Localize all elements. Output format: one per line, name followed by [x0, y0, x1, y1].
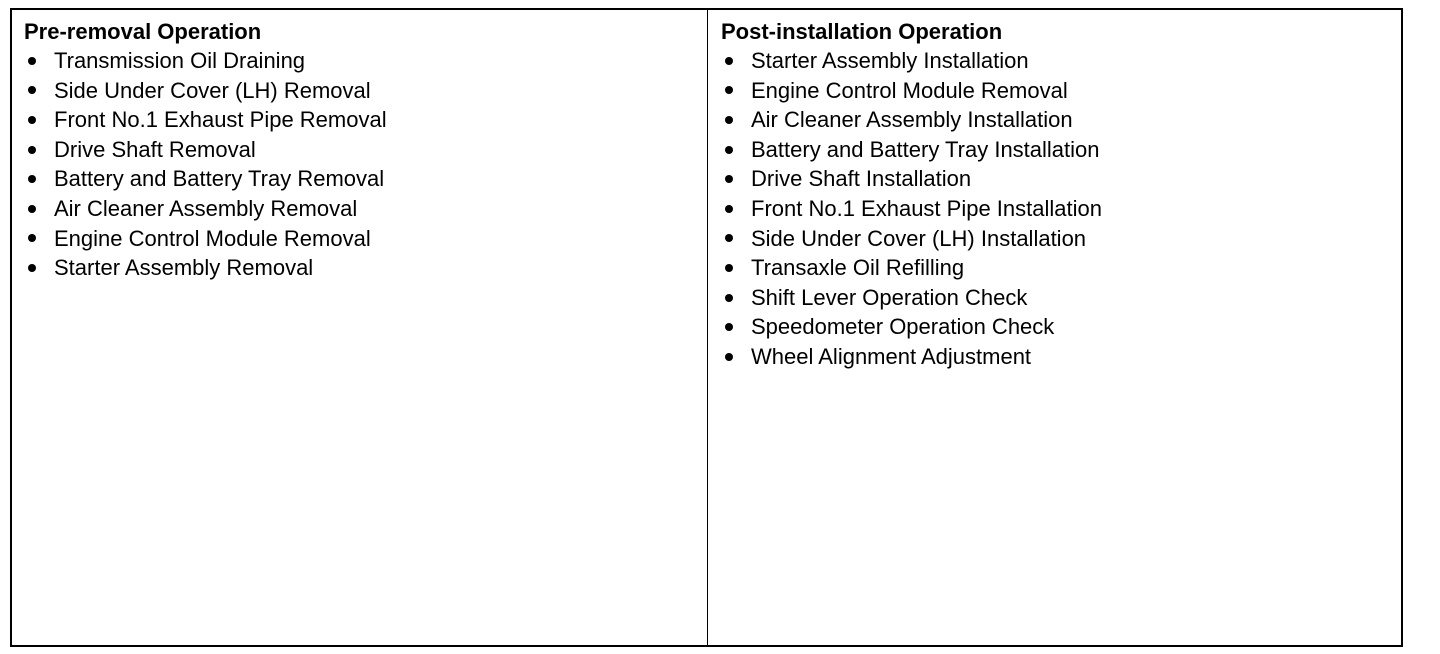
post-installation-column: [708, 10, 1401, 645]
bullet-icon: [28, 175, 36, 183]
list-item: [721, 312, 1401, 342]
bullet-icon: [28, 146, 36, 154]
list-item: [721, 253, 1401, 283]
list-item: [721, 283, 1401, 313]
operations-table: [10, 8, 1403, 647]
list-item-label: Shift Lever Operation Check: [751, 284, 1028, 310]
post-installation-list: [721, 46, 1401, 372]
list-item: [721, 224, 1401, 254]
bullet-icon: [28, 205, 36, 213]
bullet-icon: [28, 234, 36, 242]
list-item-label: Wheel Alignment Adjustment: [751, 343, 1032, 369]
list-item: [24, 253, 707, 283]
bullet-icon: [725, 116, 733, 124]
bullet-icon: [725, 234, 733, 242]
list-item: [721, 135, 1401, 165]
bullet-icon: [725, 175, 733, 183]
list-item-label: Battery and Battery Tray Installation: [751, 136, 1100, 162]
bullet-icon: [725, 353, 733, 361]
list-item-label: Engine Control Module Removal: [751, 77, 1068, 103]
list-item-label: Drive Shaft Installation: [751, 166, 972, 192]
list-item-label: Front No.1 Exhaust Pipe Installation: [751, 195, 1102, 221]
bullet-icon: [28, 264, 36, 272]
bullet-icon: [725, 264, 733, 272]
list-item-label: Front No.1 Exhaust Pipe Removal: [54, 107, 387, 133]
bullet-icon: [725, 205, 733, 213]
list-item-label: Starter Assembly Installation: [751, 48, 1029, 73]
post-installation-heading: Post-installation Operation: [721, 19, 1003, 44]
list-item-label: Starter Assembly Removal: [54, 255, 314, 281]
list-item-label: Air Cleaner Assembly Installation: [751, 107, 1073, 133]
list-item: [24, 194, 707, 224]
bullet-icon: [725, 323, 733, 331]
bullet-icon: [725, 294, 733, 302]
bullet-icon: [725, 86, 733, 94]
list-item: [721, 105, 1401, 135]
list-item-label: Air Cleaner Assembly Removal: [54, 195, 358, 221]
bullet-icon: [28, 86, 36, 94]
list-item-label: Speedometer Operation Check: [751, 314, 1055, 340]
list-item: [24, 224, 707, 254]
list-item-label: Side Under Cover (LH) Installation: [751, 225, 1087, 251]
bullet-icon: [725, 57, 733, 65]
pre-removal-heading: Pre-removal Operation: [24, 19, 262, 44]
list-item-label: Engine Control Module Removal: [54, 225, 371, 251]
list-item: [721, 164, 1401, 194]
list-item: [721, 342, 1401, 372]
list-item: [721, 46, 1401, 76]
pre-removal-list: [24, 46, 707, 283]
list-item: [24, 105, 707, 135]
list-item-label: Transmission Oil Draining: [54, 48, 306, 73]
list-item-label: Side Under Cover (LH) Removal: [54, 77, 371, 103]
bullet-icon: [725, 146, 733, 154]
bullet-icon: [28, 116, 36, 124]
list-item: [24, 135, 707, 165]
pre-removal-column: [12, 10, 708, 645]
list-item: [721, 194, 1401, 224]
list-item-label: Battery and Battery Tray Removal: [54, 166, 385, 192]
list-item: [721, 76, 1401, 106]
bullet-icon: [28, 57, 36, 65]
list-item: [24, 46, 707, 76]
list-item-label: Transaxle Oil Refilling: [751, 255, 965, 281]
list-item: [24, 164, 707, 194]
list-item-label: Drive Shaft Removal: [54, 136, 256, 162]
list-item: [24, 76, 707, 106]
